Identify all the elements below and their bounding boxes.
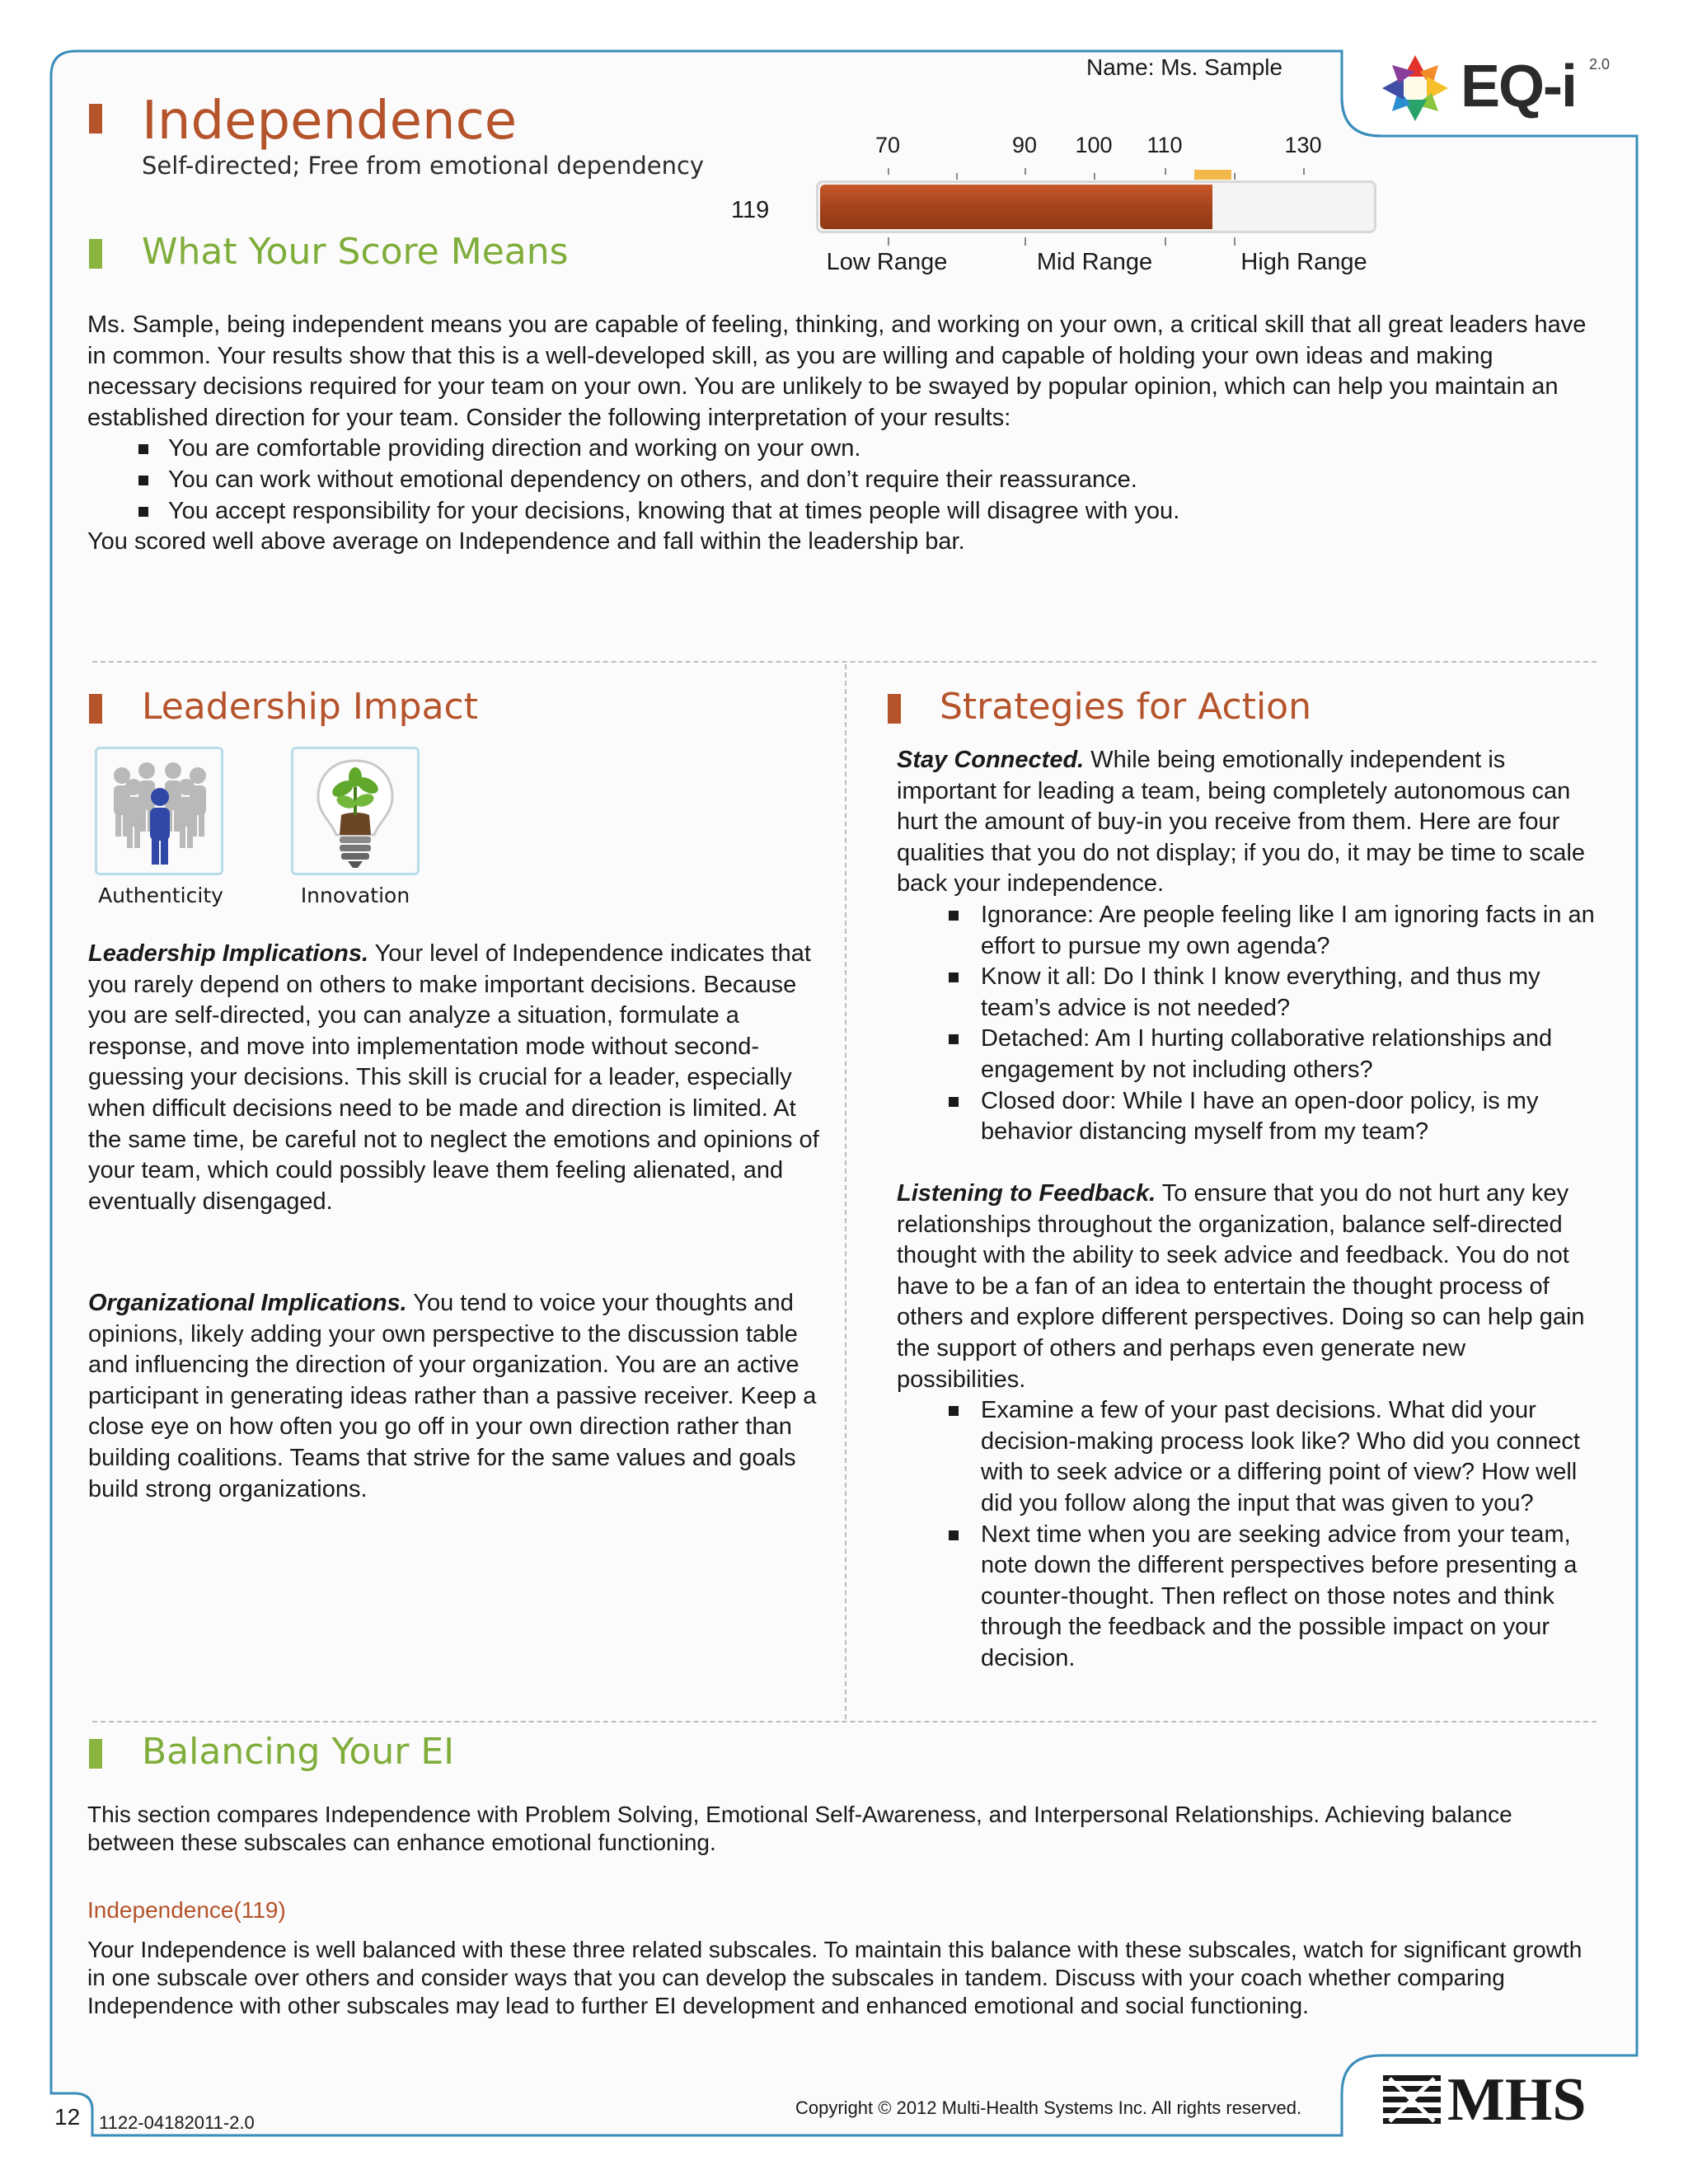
scale-tick xyxy=(888,237,889,246)
listening-to-feedback xyxy=(897,1179,1597,1675)
organizational-implications xyxy=(88,1288,827,1505)
score-meaning-intro: Ms. Sample, being independent means you are capable of feeling, thinking, and working on your own, a critical skill that all great leaders have in common. Your results show that this is a well-developed skill, as you are willing and capable of holding your own ideas and making necessary decisions required for your team on your own. You are unlikely to be swayed by popular opinion, which can help you maintain an established direction for your team. Consider the following interpretation of your results: xyxy=(87,312,1587,431)
balancing-text: Your Independence is well balanced with these three related subscales. To maintain this balance with these subscales, watch for significant growth in one subscale over others and consider ways that you can develop the subscales in tandem. Discuss with your coach whether comparing Independence with other subscales may lead to further EI development and enhanced emotional and social functioning. xyxy=(87,1937,1582,2018)
range-label-high: High Range xyxy=(1240,249,1367,275)
scale-tick xyxy=(1165,237,1166,246)
list-item: Closed door: While I have an open-door policy, is my behavior distancing myself from my team? xyxy=(897,1086,1597,1148)
scale-tick xyxy=(1165,168,1166,175)
organizational-implications-text: You tend to voice your thoughts and opinions, likely adding your own perspective to the discussion table and influencing the direction of your organization. You are an active participant in generating ideas rather than a passive receiver. Keep a close eye on how often you go off in your own direction rather than building coalitions. Teams that strive for the same values and goals build strong organizations. xyxy=(88,1290,817,1502)
leadership-bar xyxy=(1194,170,1231,180)
innovation-icon-box xyxy=(291,747,420,875)
list-item: You can work without emotional dependency on others, and don’t require their reassurance. xyxy=(87,465,1604,496)
eqi-logo-text: EQ-i xyxy=(1461,54,1577,120)
eqi-logo-version: 2.0 xyxy=(1589,56,1611,73)
page-title: Independence xyxy=(142,91,518,152)
score-meaning-section xyxy=(87,310,1604,558)
scale-tick xyxy=(1303,168,1305,175)
section-divider xyxy=(92,661,1597,663)
listening-to-feedback-bullets xyxy=(897,1395,1597,1674)
score-fill xyxy=(820,185,1212,229)
section-divider xyxy=(92,1721,1597,1722)
scale-tick xyxy=(1025,168,1026,175)
authenticity-label: Authenticity xyxy=(98,883,223,907)
innovation-label: Innovation xyxy=(300,883,410,907)
page-number: 12 xyxy=(54,2104,81,2130)
scale-tick xyxy=(888,168,889,175)
scale-tick xyxy=(956,173,958,180)
mhs-logo xyxy=(1383,2067,1614,2133)
leadership-implications-title: Leadership Implications. xyxy=(88,940,369,967)
scale-number: 90 xyxy=(1011,133,1038,157)
section-marker xyxy=(888,694,901,724)
scale-tick xyxy=(1094,173,1095,180)
strategies-heading: Strategies for Action xyxy=(940,686,1311,728)
authenticity-icon-box xyxy=(95,747,223,875)
stay-connected xyxy=(897,745,1597,1148)
people-group-icon xyxy=(97,749,221,873)
scale-number: 130 xyxy=(1284,133,1322,157)
scale-number: 110 xyxy=(1146,133,1183,157)
scale-tick xyxy=(1234,173,1236,180)
column-divider xyxy=(845,664,846,1719)
range-label-mid: Mid Range xyxy=(1036,249,1153,275)
score-meaning-closing: You scored well above average on Independence and fall within the leadership bar. xyxy=(87,528,965,555)
scale-tick xyxy=(1025,237,1026,246)
balancing-intro: This section compares Independence with Problem Solving, Emotional Self-Awareness, and Interpersonal Relationships. Achieving balance between these subscales can enhance emotional functioning. xyxy=(87,1802,1512,1855)
section-marker xyxy=(89,239,102,269)
list-item: You accept responsibility for your decisions, knowing that at times people will disagree with you. xyxy=(87,496,1604,527)
section-marker xyxy=(89,694,102,724)
mhs-logo-text: MHS xyxy=(1447,2066,1587,2134)
scale-tick xyxy=(1234,237,1236,246)
balancing-score-label: Independence(119) xyxy=(87,1897,286,1923)
list-item: You are comfortable providing direction and working on your own. xyxy=(87,434,1604,465)
mhs-emblem-icon xyxy=(1383,2075,1441,2125)
document-code: 1122-04182011-2.0 xyxy=(99,2112,255,2133)
list-item: Examine a few of your past decisions. What did your decision-making process look like? Who did you connect with to seek advice or a differing point of view? How well did you follow along the input that was given to you? xyxy=(897,1395,1597,1519)
listening-to-feedback-text: To ensure that you do not hurt any key relationships throughout the organization, balance self-directed thought with the ability to seek advice and feedback. You do not have to be a fan of an idea to entertain the thought process of others and explore different perspectives. Doing so can help gain the support of others and perhaps even generate new possibilities. xyxy=(897,1180,1585,1393)
client-name: Name: Ms. Sample xyxy=(1086,54,1283,80)
organizational-implications-title: Organizational Implications. xyxy=(88,1290,407,1316)
list-item: Detached: Am I hurting collaborative relationships and engagement by not including others? xyxy=(897,1024,1597,1085)
list-item: Ignorance: Are people feeling like I am ignoring facts in an effort to pursue my own agenda? xyxy=(897,900,1597,962)
stay-connected-title: Stay Connected. xyxy=(897,747,1085,773)
leadership-implications xyxy=(88,939,820,1217)
scale-number: 70 xyxy=(874,133,901,157)
page-subtitle: Self-directed; Free from emotional dependency xyxy=(142,152,705,180)
copyright: Copyright © 2012 Multi-Health Systems Inc. All rights reserved. xyxy=(795,2097,1302,2118)
section-marker xyxy=(89,1739,102,1769)
score-value: 119 xyxy=(731,197,770,223)
list-item: Know it all: Do I think I know everything, and thus my team’s advice is not needed? xyxy=(897,962,1597,1024)
stay-connected-bullets xyxy=(897,900,1597,1148)
stay-connected-text: While being emotionally independent is important for leading a team, being completely autonomous can hurt the amount of buy-in you receive from them. Here are four qualities that you do not display; if you do, it may be time to scale back your independence. xyxy=(897,747,1586,898)
lightbulb-plant-icon xyxy=(293,749,417,873)
balancing-heading: Balancing Your EI xyxy=(142,1731,455,1773)
range-label-low: Low Range xyxy=(826,249,948,275)
score-meaning-heading: What Your Score Means xyxy=(142,231,569,273)
leadership-impact-heading: Leadership Impact xyxy=(142,686,478,728)
list-item: Next time when you are seeking advice from your team, note down the different perspectives before presenting a counter-thought. Then reflect on those notes and think through the feedback and the possible impact on your decision. xyxy=(897,1520,1597,1675)
score-meaning-bullets xyxy=(87,434,1604,527)
leadership-implications-text: Your level of Independence indicates that you rarely depend on others to make important decisions. Because you are self-directed, you can analyze a situation, formulate a response, and move into implementation mode without second-guessing your decisions. This skill is crucial for a leader, especially when difficult decisions need to be made and direction is limited. At the same time, be careful not to neglect the emotions and opinions of your team, which could possibly leave them feeling alienated, and eventually disengaged. xyxy=(88,940,819,1215)
scale-number: 100 xyxy=(1075,133,1113,157)
listening-to-feedback-title: Listening to Feedback. xyxy=(897,1180,1156,1207)
